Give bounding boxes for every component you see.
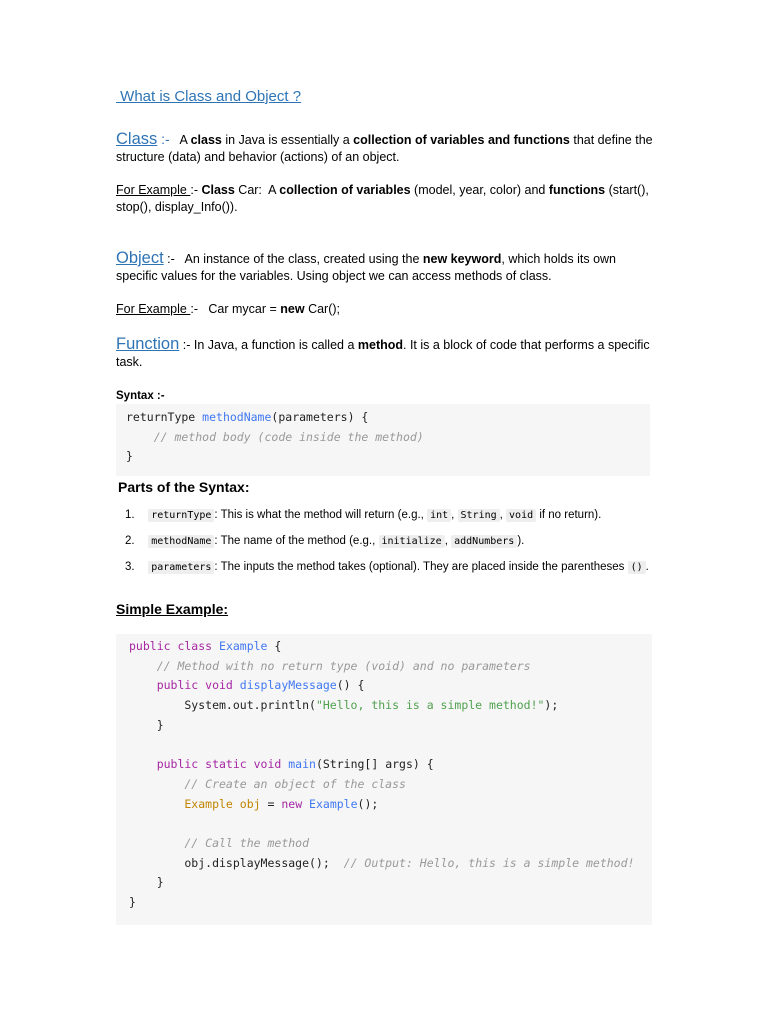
syntax-code-block: [116, 404, 650, 476]
code-line: }: [129, 875, 164, 890]
object-heading: Object: [116, 249, 164, 267]
code-line: // Call the method: [129, 835, 310, 850]
simple-example-heading: Simple Example:: [116, 601, 229, 617]
class-sep: :-: [157, 131, 170, 147]
function-sep: :-: [179, 338, 191, 352]
code-line: [129, 735, 652, 755]
function-definition: Function :- In Java, a function is called a method. It is a block of code that performs a specific task.: [116, 335, 650, 369]
list-item: 3. parameters : The inputs the method takes (optional). They are placed inside the parentheses () .: [125, 561, 649, 573]
object-definition: Object :- An instance of the class, created using the new keyword, which holds its own specific values for the variables. Using object we can access methods of class.: [116, 249, 617, 283]
class-definition: Class :- A class in Java is essentially a collection of variables and functions that define the structure (data) and behavior (actions) of an object.: [116, 130, 653, 164]
code-line: // method body (code inside the method): [126, 429, 424, 444]
syntax-label: Syntax :-: [116, 390, 165, 402]
code-line: // Create an object of the class: [129, 776, 406, 791]
code-line: public static void main(String[] args) {: [129, 757, 434, 772]
list-item: 2. methodName : The name of the method (e.g., initialize , addNumbers ).: [125, 535, 525, 547]
code-line: returnType methodName(parameters) {: [126, 410, 369, 424]
code-line: public void displayMessage() {: [129, 678, 365, 693]
code-line: // Method with no return type (void) and no parameters: [129, 658, 531, 673]
class-example: For Example :- Class Car: A collection of variables (model, year, color) and functions (start(), stop(), display_Info()).: [116, 183, 649, 214]
code-line: Example obj = new Example();: [129, 796, 379, 811]
object-sep: :-: [163, 252, 175, 266]
list-item: 1. returnType : This is what the method will return (e.g., int , String , void if no return).: [125, 509, 602, 521]
code-line: }: [129, 717, 164, 732]
example-code-block: [116, 634, 652, 925]
code-line: }: [126, 449, 133, 464]
page-title: What is Class and Object ?: [116, 88, 302, 105]
function-heading: Function: [116, 335, 180, 353]
code-line: obj.displayMessage(); // Output: Hello, this is a simple method!: [129, 855, 635, 870]
parts-heading: Parts of the Syntax:: [118, 479, 250, 495]
code-line: [129, 814, 652, 834]
code-line: System.out.println("Hello, this is a simple method!");: [129, 698, 559, 713]
class-heading: Class: [116, 130, 158, 148]
code-line: }: [129, 894, 136, 909]
code-line: public class Example {: [129, 639, 282, 653]
object-example: For Example :- Car mycar = new Car();: [116, 302, 341, 316]
